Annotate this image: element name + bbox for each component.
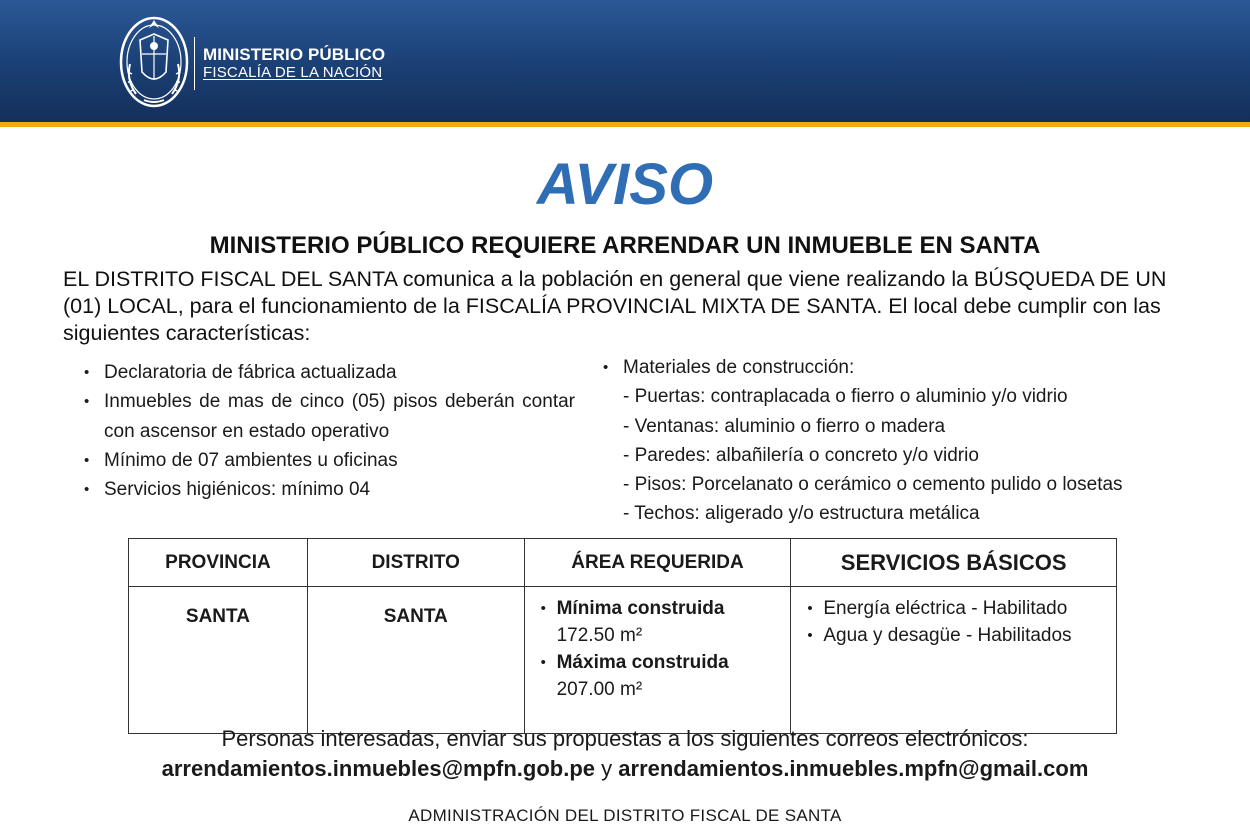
materials-list	[603, 353, 1203, 529]
table-header-row	[129, 539, 1117, 587]
area-item	[541, 595, 791, 649]
material-item: - Ventanas: aluminio o fierro o madera	[623, 415, 946, 437]
header-servicios: SERVICIOS BÁSICOS	[791, 539, 1117, 587]
cell-servicios	[791, 587, 1117, 734]
notice-intro: EL DISTRITO FISCAL DEL SANTA comunica a la población en general que viene realizando la BÚSQUEDA DE UN (01) LOCAL, para el funcionamiento de la FISCALÍA PROVINCIAL MIXTA DE SANTA. El local debe cumplir con las siguientes características:	[63, 267, 1167, 345]
header-banner	[0, 0, 1250, 122]
cell-distrito: SANTA	[307, 587, 524, 734]
signature: ADMINISTRACIÓN DEL DISTRITO FISCAL DE SANTA	[408, 806, 842, 825]
cell-area	[524, 587, 791, 734]
header-distrito: DISTRITO	[307, 539, 524, 587]
notice-title: AVISO	[536, 152, 714, 217]
email-connector: y	[601, 756, 613, 781]
cell-provincia: SANTA	[129, 587, 308, 734]
requirement-item: • Inmuebles de mas de cinco (05) pisos deberán contar con ascensor en estado operativo	[84, 387, 575, 446]
area-max-value: 207.00 m²	[556, 679, 643, 700]
email-link-mpfn[interactable]: arrendamientos.inmuebles@mpfn.gob.pe	[161, 756, 596, 781]
requirements-table	[128, 538, 1117, 734]
material-item: - Paredes: albañilería o concreto y/o vidrio	[623, 444, 979, 466]
services-list	[791, 587, 1116, 649]
email-link-gmail[interactable]: arrendamientos.inmuebles.mpfn@gmail.com	[618, 756, 1089, 781]
logo-subtitle: FISCALÍA DE LA NACIÓN	[203, 64, 383, 81]
seal-icon	[118, 14, 190, 108]
requirement-item: • Declaratoria de fábrica actualizada	[84, 358, 575, 387]
notice-heading: MINISTERIO PÚBLICO REQUIERE ARRENDAR UN INMUEBLE EN SANTA	[209, 232, 1041, 259]
logo-title: MINISTERIO PÚBLICO	[203, 45, 386, 64]
footer-emails	[0, 755, 1250, 782]
service-item: • Agua y desagüe - Habilitados	[807, 622, 1116, 649]
material-item: - Techos: aligerado y/o estructura metálica	[623, 503, 980, 525]
requirements-list	[84, 358, 575, 504]
table-row	[129, 587, 1117, 734]
header-accent-stripe	[0, 122, 1250, 127]
material-item: - Puertas: contraplacada o fierro o aluminio y/o vidrio	[623, 386, 1068, 408]
footer-instructions: Personas interesadas, enviar sus propuestas a los siguientes correos electrónicos:	[221, 726, 1029, 751]
area-item	[541, 649, 791, 703]
header-provincia: PROVINCIA	[129, 539, 308, 587]
materials-title: • Materiales de construcción:	[603, 353, 1203, 382]
logo-divider	[194, 37, 195, 90]
requirement-item: • Mínimo de 07 ambientes u oficinas	[84, 446, 575, 475]
header-area: ÁREA REQUERIDA	[524, 539, 791, 587]
area-max-label: • Máxima construida	[556, 652, 729, 673]
requirement-item: • Servicios higiénicos: mínimo 04	[84, 475, 575, 504]
area-min-value: 172.50 m²	[556, 625, 643, 646]
area-list	[525, 587, 791, 703]
service-item: • Energía eléctrica - Habilitado	[807, 595, 1116, 622]
material-item: - Pisos: Porcelanato o cerámico o cemento pulido o losetas	[623, 474, 1123, 496]
area-min-label: • Mínima construida	[556, 598, 725, 619]
